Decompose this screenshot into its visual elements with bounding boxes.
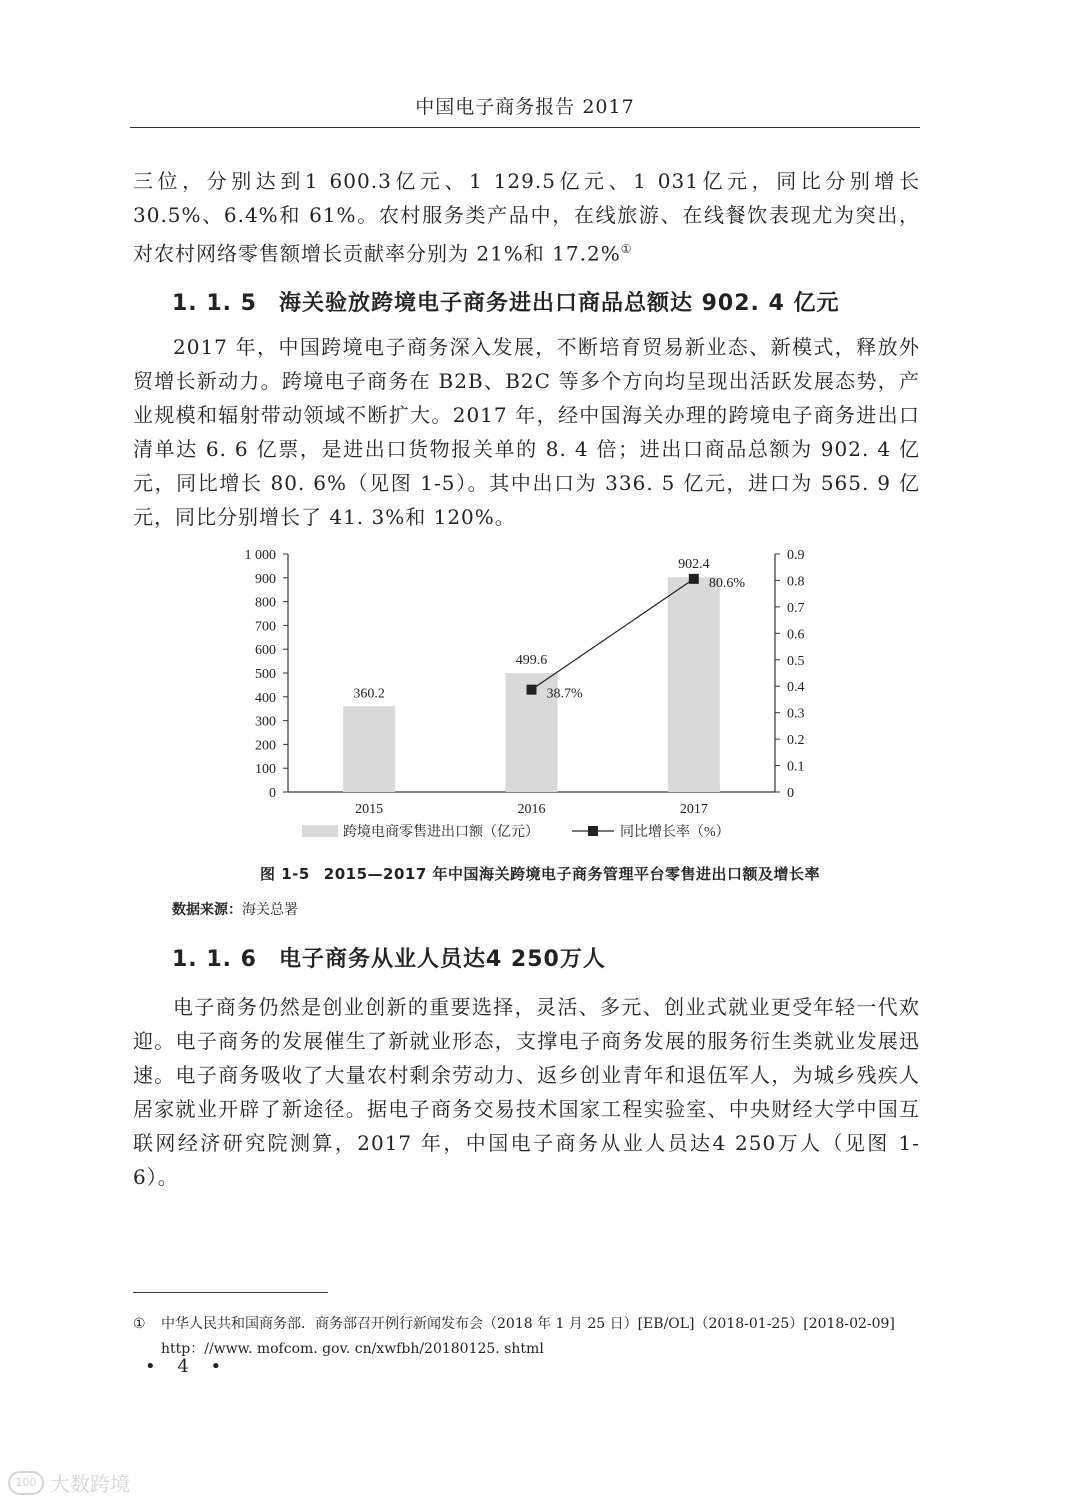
right-axis-tick-label: 0.2 xyxy=(787,733,805,749)
paragraph-rural-services xyxy=(133,164,920,271)
legend-bar-swatch xyxy=(302,825,338,837)
legend-bar-label: 跨境电商零售进出口额（亿元） xyxy=(343,825,539,840)
right-axis-tick-label: 0.1 xyxy=(787,759,805,775)
watermark-logo-icon: 100 xyxy=(8,1471,44,1495)
right-axis-tick-label: 0.8 xyxy=(787,574,805,590)
right-axis-tick-label: 0.9 xyxy=(787,548,805,563)
left-axis-tick-label: 500 xyxy=(255,667,276,682)
section-number: 1. 1. 6 xyxy=(172,947,257,972)
footnote-divider xyxy=(133,1292,328,1293)
watermark-text: 大数跨境 xyxy=(50,1472,130,1496)
growth-rate-label: 38.7% xyxy=(546,686,583,702)
figure-title: 2015—2017 年中国海关跨境电子商务管理平台零售进出口额及增长率 xyxy=(323,865,821,883)
left-axis-tick-label: 400 xyxy=(255,690,276,706)
figure-caption xyxy=(0,863,1080,884)
growth-rate-marker xyxy=(689,574,699,584)
section-heading-1-1-5 xyxy=(172,286,840,317)
footnote xyxy=(133,1312,923,1362)
left-axis-tick-label: 900 xyxy=(255,571,276,587)
left-axis-tick-label: 800 xyxy=(255,595,276,611)
footnote-reference[interactable]: ① xyxy=(620,242,633,256)
x-axis-tick-label: 2017 xyxy=(679,802,708,817)
page-number: • 4 • xyxy=(145,1356,230,1377)
right-axis-tick-label: 0.4 xyxy=(787,680,805,696)
left-axis-tick-label: 100 xyxy=(255,762,276,778)
section-title: 海关验放跨境电子商务进出口商品总额达 902. 4 亿元 xyxy=(278,291,840,316)
x-axis-tick-label: 2016 xyxy=(517,802,546,817)
growth-rate-label: 80.6% xyxy=(708,575,746,591)
running-header: 中国电子商务报告 2017 xyxy=(130,92,920,128)
legend-line-marker xyxy=(588,826,598,836)
footnote-text: 中华人民共和国商务部．商务部召开例行新闻发布会（2018 年 1 月 25 日）[EB/OL]（2018-01-25）[2018-02-09] xyxy=(161,1316,895,1332)
watermark xyxy=(8,1468,130,1497)
left-axis-tick-label: 700 xyxy=(255,619,276,635)
left-axis-tick-label: 200 xyxy=(255,738,276,754)
bar-2017 xyxy=(668,577,720,792)
right-axis-tick-label: 0.3 xyxy=(787,706,805,722)
left-axis-tick-label: 1 000 xyxy=(244,548,276,563)
growth-rate-marker xyxy=(527,685,537,695)
bar-value-label: 499.6 xyxy=(515,653,548,669)
bar-value-label: 360.2 xyxy=(353,686,385,702)
data-source xyxy=(172,899,298,919)
bar-value-label: 902.4 xyxy=(678,557,710,573)
footnote-mark: ① xyxy=(133,1316,146,1332)
section-title: 电子商务从业人员达4 250万人 xyxy=(278,947,606,972)
left-axis-tick-label: 600 xyxy=(255,643,276,659)
paragraph-text: 三位，分别达到1 600.3亿元、1 129.5亿元、1 031亿元，同比分别增长 30.5%、6.4%和 61%。农村服务类产品中，在线旅游、在线餐饮表现尤为突出，对农村网络零售额增长贡献率分别为 21%和 17.2% xyxy=(133,169,920,266)
left-axis-tick-label: 0 xyxy=(269,786,276,801)
right-axis-tick-label: 0.7 xyxy=(787,600,805,616)
legend-line-label: 同比增长率（%） xyxy=(620,825,730,840)
section-heading-1-1-6 xyxy=(172,942,606,973)
bar-2015 xyxy=(343,706,395,792)
section-number: 1. 1. 5 xyxy=(172,291,257,316)
x-axis-tick-label: 2015 xyxy=(355,802,384,817)
chart-cross-border-ecommerce xyxy=(230,540,820,850)
right-axis-tick-label: 0.5 xyxy=(787,653,805,669)
data-source-label: 数据来源： xyxy=(172,902,242,918)
paragraph-employment: 电子商务仍然是创业创新的重要选择，灵活、多元、创业式就业更受年轻一代欢迎。电子商务的发展催生了新就业形态，支撑电子商务发展的服务衍生类就业发展迅速。电子商务吸收了大量农村剩余劳动力、返乡创业青年和退伍军人，为城乡残疾人居家就业开辟了新途径。据电子商务交易技术国家工程实验室、中央财经大学中国互联网经济研究院测算，2017 年，中国电子商务从业人员达4 250万人（见图 1-6）。 xyxy=(133,995,920,1189)
figure-number: 图 1-5 xyxy=(259,865,310,883)
data-source-text: 海关总署 xyxy=(242,902,298,918)
right-axis-tick-label: 0.6 xyxy=(787,627,805,643)
right-axis-tick-label: 0 xyxy=(787,786,794,801)
footnote-url[interactable]: http：//www. mofcom. gov. cn/xwfbh/20180125. shtml xyxy=(161,1341,544,1357)
paragraph-cross-border: 2017 年，中国跨境电子商务深入发展，不断培育贸易新业态、新模式，释放外贸增长新动力。跨境电子商务在 B2B、B2C 等多个方向均呈现出活跃发展态势，产业规模和辐射带动领域不断扩大。2017 年，经中国海关办理的跨境电子商务进出口清单达 6. 6 亿票，是进出口货物报关单的 8. 4 倍；进出口商品总额为 902. 4 亿元，同比增长 80. 6%（见图 1-5）。其中出口为 336. 5 亿元，进口为 565. 9 亿元，同比分别增长了 41. 3%和 120%。 xyxy=(133,335,920,529)
left-axis-tick-label: 300 xyxy=(255,714,276,730)
